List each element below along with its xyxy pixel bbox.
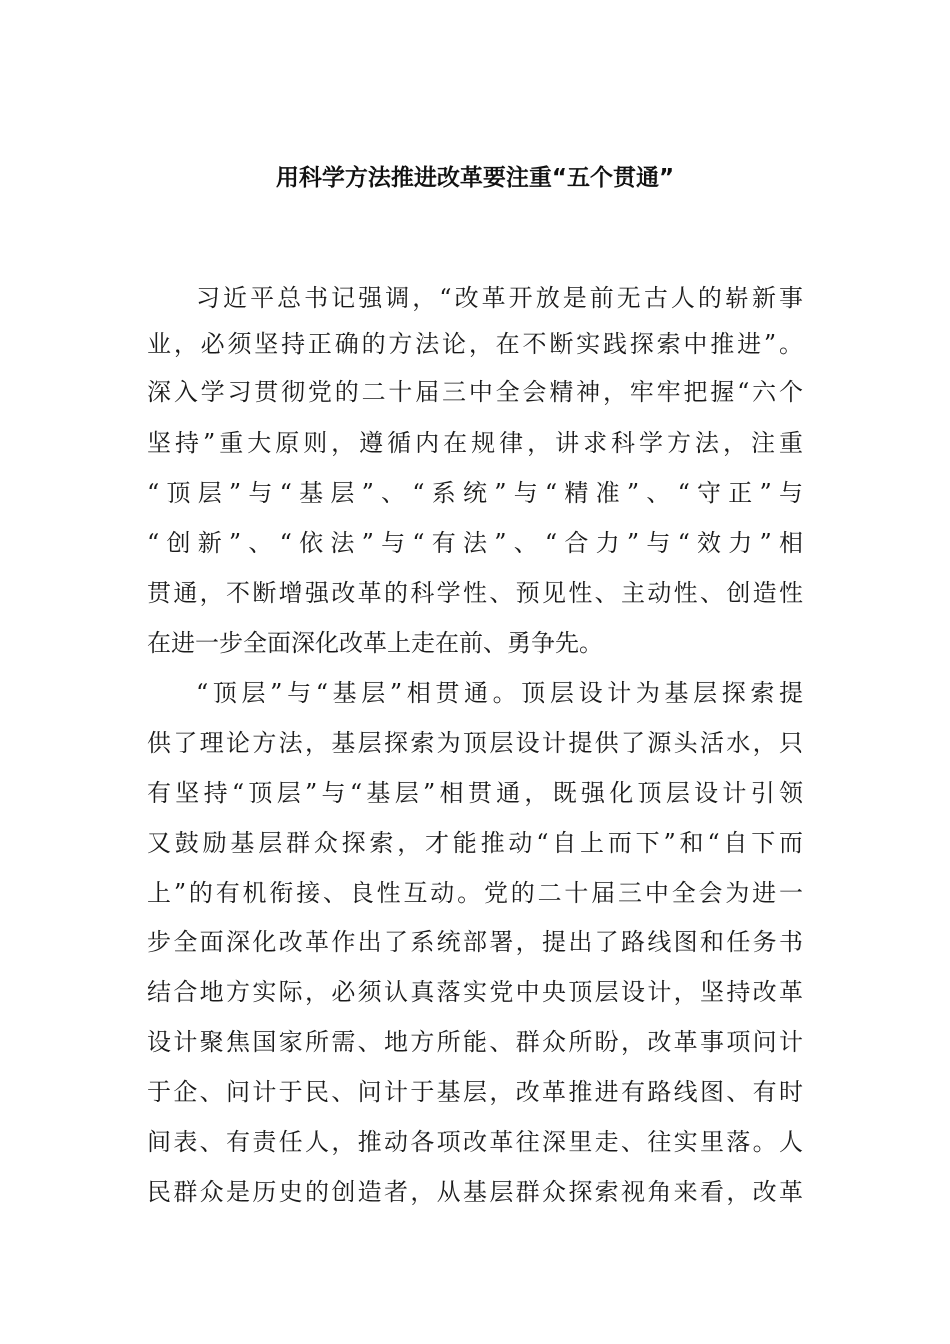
document-title: 用科学方法推进改革要注重“五个贯通” [275,165,675,191]
paragraph-2-line-4: 又鼓励基层群众探索，才能推动“自上而下”和“自下而 [147,829,803,857]
paragraph-1-line-6: “创新”、“依法”与“有法”、“合力”与“效力”相 [147,529,803,557]
paragraph-2-line-2: 供了理论方法，基层探索为顶层设计提供了源头活水，只 [147,729,803,757]
paragraph-2-line-6: 步全面深化改革作出了系统部署，提出了路线图和任务书 [147,928,803,956]
paragraph-2-line-1: “顶层”与“基层”相贯通。顶层设计为基层探索提 [196,679,803,707]
paragraph-2-line-7: 结合地方实际，必须认真落实党中央顶层设计，坚持改革 [147,978,803,1006]
paragraph-2-line-11: 民群众是历史的创造者，从基层群众探索视角来看，改革 [147,1178,803,1206]
paragraph-1-line-4: 坚持”重大原则，遵循内在规律，讲求科学方法，注重 [147,429,803,457]
paragraph-2-line-9: 于企、问计于民、问计于基层，改革推进有路线图、有时 [147,1078,803,1106]
paragraph-1-line-2: 业，必须坚持正确的方法论，在不断实践探索中推进”。 [147,330,803,358]
paragraph-1-line-5: “顶层”与“基层”、“系统”与“精准”、“守正”与 [147,479,803,507]
paragraph-1-line-3: 深入学习贯彻党的二十届三中全会精神，牢牢把握“六个 [147,378,803,406]
paragraph-1-line-8: 在进一步全面深化改革上走在前、勇争先。 [147,629,603,657]
paragraph-2-line-10: 间表、有责任人，推动各项改革往深里走、往实里落。人 [147,1128,803,1156]
paragraph-2-line-8: 设计聚焦国家所需、地方所能、群众所盼，改革事项问计 [147,1028,803,1056]
paragraph-1-line-7: 贯通，不断增强改革的科学性、预见性、主动性、创造性 [147,579,803,607]
paragraph-2-line-3: 有坚持“顶层”与“基层”相贯通，既强化顶层设计引领 [147,779,803,807]
paragraph-2-line-5: 上”的有机衔接、良性互动。党的二十届三中全会为进一 [147,879,803,907]
paragraph-1-line-1: 习近平总书记强调，“改革开放是前无古人的崭新事 [196,284,803,312]
